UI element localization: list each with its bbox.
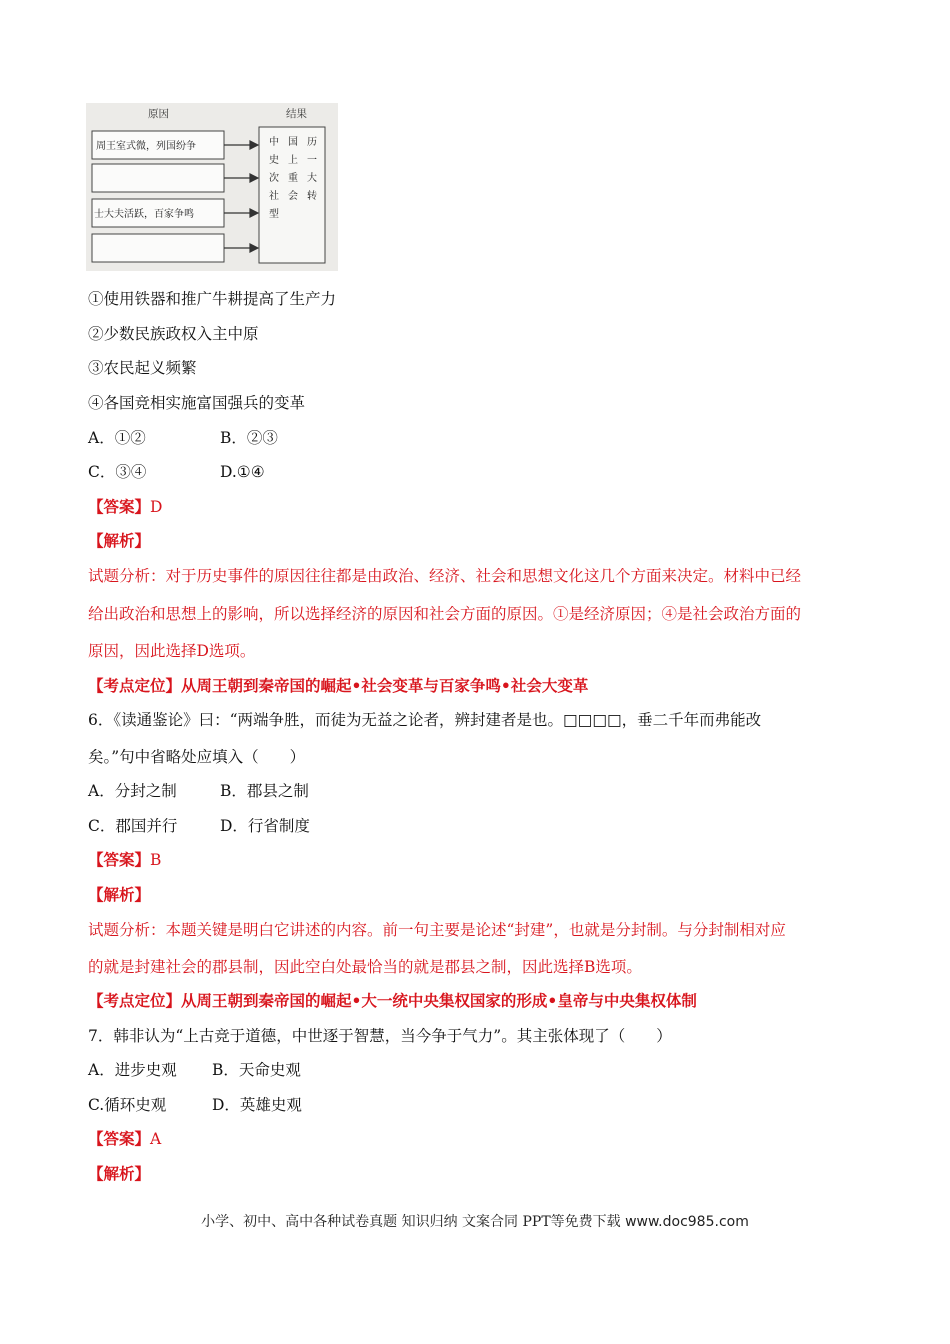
- result-char: 历: [307, 137, 317, 148]
- result-char: 转: [307, 191, 317, 202]
- q5-statement-4: ④各国竞相实施富国强兵的变革: [88, 394, 306, 412]
- q5-analysis-line-1: 试题分析：对于历史事件的原因往往都是由政治、经济、社会和思想文化这几个方面来决定。材料中已经: [88, 567, 802, 585]
- cause-box-1-text: 周王室式微，列国纷争: [96, 141, 196, 152]
- q7-option-d: D．英雄史观: [212, 1096, 302, 1114]
- q7-stem: 7．韩非认为“上古竞于道德，中世逐于智慧，当今争于气力”。其主张体现了（ ）: [88, 1027, 672, 1045]
- q5-answer: [88, 497, 162, 517]
- q5-options-row-1: [88, 428, 278, 448]
- diagram-cause-header: 原因: [148, 108, 169, 120]
- q5-analysis-line-2: 给出政治和思想上的影响，所以选择经济的原因和社会方面的原因。①是经济原因；④是社会政治方面的: [88, 605, 802, 623]
- q6-analysis-tag: 【解析】: [88, 885, 151, 904]
- q5-statement-3: ③农民起义频繁: [88, 359, 197, 377]
- q6-options-row-2: [88, 816, 310, 836]
- cause-box-4: [92, 234, 224, 262]
- q6-options-row-1: [88, 781, 309, 801]
- cause-result-diagram: [86, 103, 338, 271]
- q6-option-c: C．郡国并行: [88, 817, 178, 835]
- q5-option-a: A．①②: [88, 429, 146, 447]
- diagram-result-header: 结果: [286, 108, 307, 120]
- result-char: 重: [288, 173, 298, 184]
- q6-stem-line-1: 6．《读通鉴论》曰：“两端争胜，而徒为无益之论者，辨封建者是也。□□□□，垂二千年而弗能改: [88, 711, 762, 729]
- result-char: 史: [269, 155, 279, 166]
- answer-value: D: [150, 498, 163, 516]
- answer-value: A: [150, 1130, 162, 1148]
- q6-option-b: B．郡县之制: [220, 782, 309, 800]
- cause-box-2: [92, 164, 224, 192]
- q5-option-d: D.①④: [220, 463, 265, 481]
- q7-options-row-1: [88, 1060, 301, 1080]
- q6-analysis-line-2: 的就是封建社会的郡县制，因此空白处最恰当的就是郡县之制，因此选择B选项。: [88, 958, 642, 976]
- result-char: 社: [269, 191, 279, 202]
- q7-answer: [88, 1129, 161, 1149]
- result-char: 大: [307, 173, 317, 184]
- footer-text: 小学、初中、高中各种试卷真题 知识归纳 文案合同 PPT等免费下载: [201, 1214, 621, 1230]
- result-char: 中: [269, 137, 279, 148]
- answer-tag: 【答案】: [88, 850, 151, 869]
- result-char: 上: [288, 155, 298, 166]
- q6-stem-line-2: 矣。”句中省略处应填入（ ）: [88, 748, 306, 766]
- answer-tag: 【答案】: [88, 1129, 151, 1148]
- result-char: 次: [269, 173, 279, 184]
- q6-option-a: A．分封之制: [88, 782, 177, 800]
- q7-option-b: B．天命史观: [212, 1061, 301, 1079]
- cause-box-3-text: 士大夫活跃，百家争鸣: [94, 209, 194, 220]
- q5-option-b: B．②③: [220, 429, 278, 447]
- arrows: [224, 141, 258, 252]
- q6-option-d: D．行省制度: [220, 817, 310, 835]
- q5-options-row-2: [88, 462, 265, 482]
- q7-options-row-2: [88, 1095, 302, 1115]
- q6-key-point: 【考点定位】从周王朝到秦帝国的崛起•大一统中央集权国家的形成•皇帝与中央集权体制: [88, 991, 697, 1010]
- result-char: 型: [269, 209, 279, 220]
- q7-option-c: C.循环史观: [88, 1096, 167, 1114]
- result-char: 国: [288, 137, 298, 148]
- q6-analysis-line-1: 试题分析：本题关键是明白它讲述的内容。前一句主要是论述“封建”，也就是分封制。与分封制相对应: [88, 921, 786, 939]
- result-char: 一: [307, 155, 317, 166]
- q5-analysis-line-3: 原因，因此选择D选项。: [88, 642, 256, 660]
- q6-answer: [88, 850, 161, 870]
- q5-statement-1: ①使用铁器和推广牛耕提高了生产力: [88, 290, 337, 308]
- footer-url[interactable]: www.doc985.com: [625, 1214, 749, 1230]
- page-footer: [0, 1211, 950, 1231]
- answer-tag: 【答案】: [88, 497, 151, 516]
- q5-key-point: 【考点定位】从周王朝到秦帝国的崛起•社会变革与百家争鸣•社会大变革: [88, 676, 589, 695]
- q5-statement-2: ②少数民族政权入主中原: [88, 325, 259, 343]
- result-char: 会: [288, 191, 298, 202]
- q7-option-a: A．进步史观: [88, 1061, 177, 1079]
- q5-option-c: C．③④: [88, 463, 147, 481]
- q5-analysis-tag: 【解析】: [88, 531, 151, 550]
- q7-analysis-tag: 【解析】: [88, 1164, 151, 1183]
- answer-value: B: [150, 851, 162, 869]
